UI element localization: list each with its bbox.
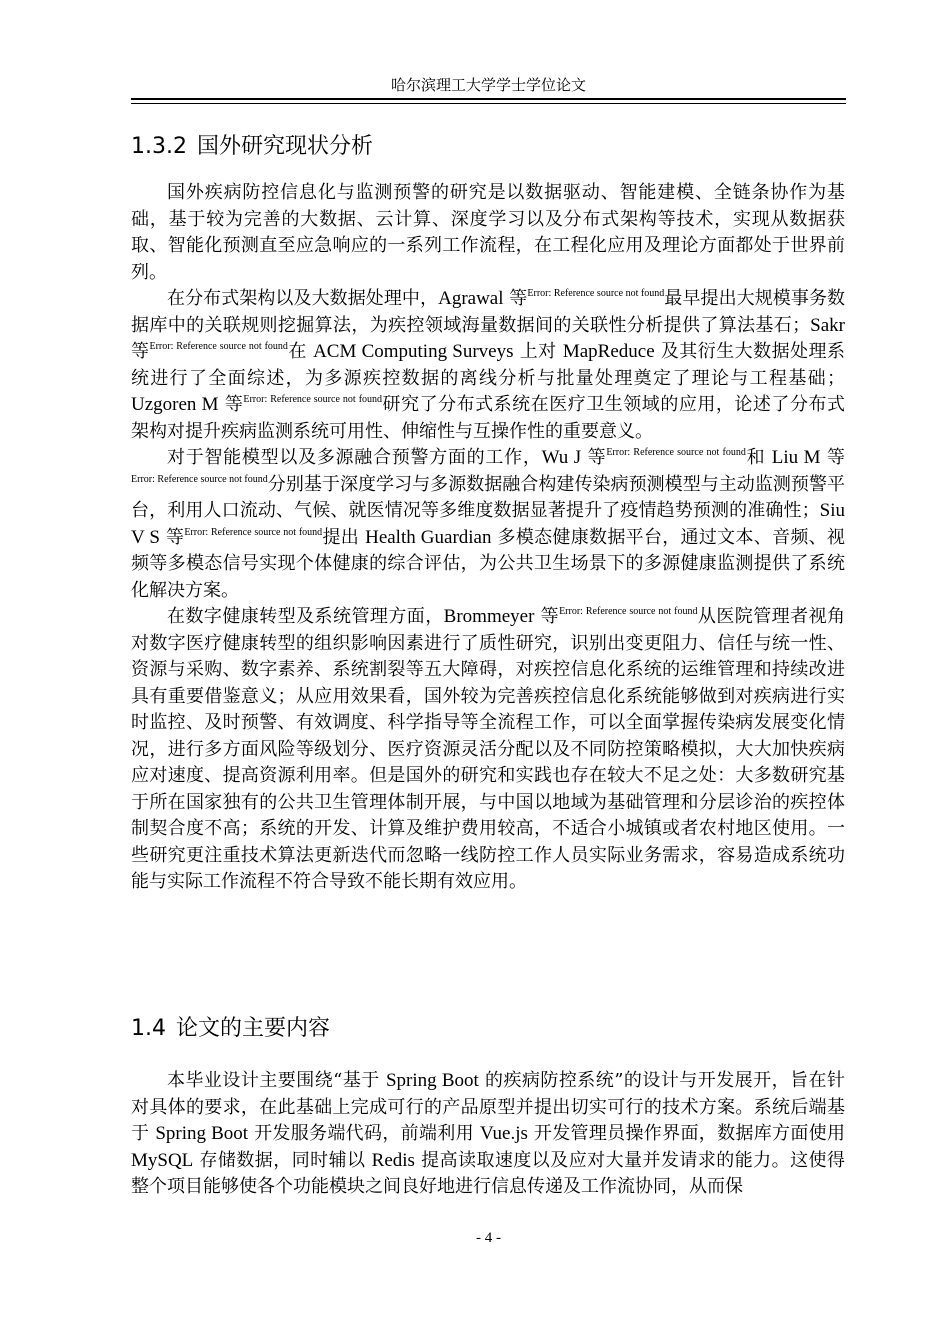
paragraph — [131, 604, 845, 896]
citation-marker: Error: Reference source not found — [243, 394, 383, 405]
section-body-1-3-2 — [131, 180, 845, 896]
section-body-1-4 — [131, 1068, 845, 1201]
section-number: 1.4 — [131, 1016, 166, 1041]
text-run: 在分布式架构以及大数据处理中， — [167, 288, 439, 309]
section-number: 1.3.2 — [131, 134, 187, 159]
latin-term: Agrawal — [438, 288, 504, 309]
paragraph — [131, 445, 845, 604]
text-run: 和 — [745, 447, 772, 468]
text-run: 研究了分布式系统在医疗卫生领域的应用，论述了分布式架构对提升疾病监测系统可用性、伸缩性与互操作性的重要意义。 — [131, 394, 845, 442]
latin-term: MySQL — [131, 1149, 194, 1171]
latin-term: MapReduce — [562, 341, 655, 362]
text-run: 等 — [534, 606, 560, 627]
text-run: 最早提出大规模事务数据库中的关联规则挖掘算法，为疾控领域海量数据间的关联性分析提供了算法基石； — [131, 288, 846, 336]
citation-marker: Error: Reference source not found — [149, 341, 288, 352]
latin-term: Redis — [371, 1149, 415, 1171]
citation-marker: Error: Reference source not found — [131, 473, 268, 485]
section-heading-1-3-2 — [131, 133, 373, 161]
text-run: 及其衍生大数据处理系统进行了全面综述，为多源疾控数据的离线分析与批量处理奠定了理论与工程基础； — [131, 341, 845, 389]
text-run: 存储数据，同时辅以 — [193, 1149, 372, 1171]
latin-term: Spring Boot — [155, 1123, 249, 1144]
paragraph — [131, 180, 845, 286]
header-rule-thin — [131, 103, 846, 104]
text-run: 本毕业设计主要围绕“基于 — [167, 1070, 386, 1091]
text-run: 提出 — [322, 526, 366, 548]
section-title: 国外研究现状分析 — [196, 134, 373, 159]
text-run: 开发服务端代码，前端利用 — [248, 1123, 480, 1144]
citation-marker: Error: Reference source not found — [184, 526, 323, 538]
section-title: 论文的主要内容 — [176, 1016, 331, 1041]
text-run: 在数字健康转型及系统管理方面， — [167, 606, 444, 627]
citation-marker: Error: Reference source not found — [527, 288, 665, 299]
text-run: 开发管理员操作界面，数据库方面使用 — [527, 1123, 845, 1144]
text-run: 上对 — [513, 341, 563, 362]
text-run: 提高读取速度以及应对大量并发请求的能力。这使得整个项目能够使各个功能模块之间良好地进行信息传递及工作流协同，从而保 — [131, 1149, 845, 1197]
latin-term: Vue.js — [479, 1123, 528, 1144]
latin-term: Siu V S — [131, 500, 845, 548]
text-run: 等 — [160, 526, 185, 548]
header-rule-thick — [131, 98, 846, 100]
text-run: 的疾病防控系统”的设计与开发展开，旨在针对具体的要求，在此基础上完成可行的产品原型并提出切实可行的技术方案。系统后端基于 — [131, 1070, 845, 1144]
text-run: 分别基于深度学习与多源数据融合构建传染病预测模型与主动监测预警平台，利用人口流动、气候、就医情况等多维度数据显著提升了疫情趋势预测的准确性； — [131, 473, 845, 521]
citation-marker: Error: Reference source not found — [606, 447, 746, 458]
citation-marker: Error: Reference source not found — [559, 606, 698, 617]
latin-term: Uzgoren M — [131, 394, 219, 415]
text-run: 国外疾病防控信息化与监测预警的研究是以数据驱动、智能建模、全链条协作为基础，基于较为完善的大数据、云计算、深度学习以及分布式架构等技术，实现从数据获取、智能化预测直至应急响应的一系列工作流程，在工程化应用及理论方面都处于世界前列。 — [131, 182, 845, 283]
text-run: 等 — [581, 447, 607, 468]
latin-term: ACM Computing Surveys — [313, 341, 514, 362]
latin-term: Liu M — [771, 447, 821, 468]
latin-term: Brommeyer — [443, 606, 535, 627]
running-header: 哈尔滨理工大学学士学位论文 — [390, 76, 586, 94]
text-run: 对于智能模型以及多源融合预警方面的工作， — [167, 447, 542, 468]
text-run: 等 — [503, 288, 528, 309]
text-run: 等 — [218, 394, 244, 415]
page-number: - 4 - — [476, 1230, 501, 1246]
paragraph — [131, 286, 845, 445]
text-run: 多模态健康数据平台，通过文本、音频、视频等多模态信号实现个体健康的综合评估，为公共卫生场景下的多源健康监测提供了系统化解决方案。 — [131, 526, 845, 601]
section-heading-1-4 — [131, 1015, 330, 1043]
paragraph — [131, 1068, 845, 1201]
text-run: 在 — [287, 341, 314, 362]
latin-term: Sakr — [810, 314, 845, 336]
text-run: 从医院管理者视角对数字医疗健康转型的组织影响因素进行了质性研究，识别出变更阻力、信任与统一性、资源与采购、数字素养、系统割裂等五大障碍，对疾控信息化系统的运维管理和持续改进具有重要借鉴意义；从应用效果看，国外较为完善疾控信息化系统能够做到对疾病进行实时监控、及时预警、有效调度、科学指导等全流程工作，可以全面掌握传染病发展变化情况，进行多方面风险等级划分、医疗资源灵活分配以及不同防控策略模拟，大大加快疾病应对速度、提高资源利用率。但是国外的研究和实践也存在较大不足之处：大多数研究基于所在国家独有的公共卫生管理体制开展，与中国以地域为基础管理和分层诊治的疾控体制契合度不高；系统的开发、计算及维护费用较高，不适合小城镇或者农村地区使用。一些研究更注重技术算法更新迭代而忽略一线防控工作人员实际业务需求，容易造成系统功能与实际工作流程不符合导致不能长期有效应用。 — [131, 606, 846, 892]
latin-term: Spring Boot — [385, 1070, 479, 1091]
latin-term: Health Guardian — [365, 526, 492, 548]
latin-term: Wu J — [541, 447, 582, 468]
text-run: 等 — [131, 341, 150, 362]
text-run: 等 — [820, 447, 845, 468]
